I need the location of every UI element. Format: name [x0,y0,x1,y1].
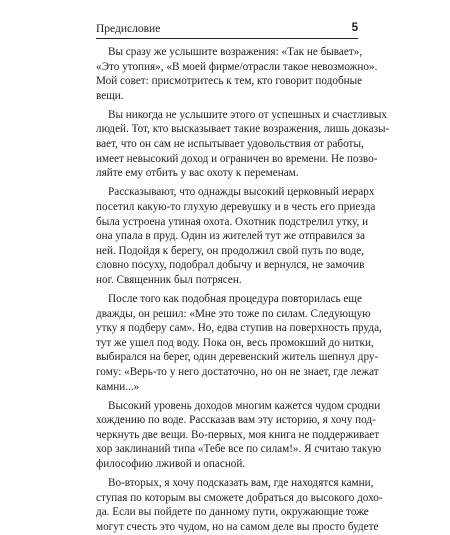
text-line: хождению по воде. Рассказав вам эту историю, я хочу под- [96,414,376,427]
text-line: посетил какую-то глухую деревушку и в честь его приезда [96,200,376,213]
paragraph [96,292,382,394]
text-line: гому: «Верь-то у него достаточно, но он не знает, где лежат [96,365,379,378]
page-number: 5 [351,22,358,34]
text-line: вещи. [96,89,124,102]
running-header [96,23,358,39]
text-line: Высокий уровень доходов многим кажется чудом сродни [108,399,381,412]
section-title: Предисловие [96,23,161,35]
text-line: ступая по которым вы сможете добраться до высокого дохо- [96,491,383,504]
text-line: могут счесть это чудом, но на самом деле вы просто будете [96,520,379,533]
text-line: да. Если вы пойдете по данному пути, окружающие тоже [96,506,369,519]
paragraph [96,108,390,181]
text-line: людей. Тот, кто высказывает такие возражения, лишь доказы- [96,123,390,136]
text-line: Вы никогда не услышите этого от успешных и счастливых [108,108,388,121]
paragraph [96,476,383,534]
paragraph [96,45,378,103]
text-line: вает, что он сам не испытывает удовольствия от работы, [96,138,364,151]
text-line: выбирался на берег, один деревенский житель шепнул дру- [96,351,379,364]
text-line: «Это утопия», «В моей фирме/отрасли такое невозможно». [96,60,378,73]
text-line: имеет невысокий доход и ограничен во времени. Не позво- [96,152,378,165]
text-line: тут же ушел под воду. Пока он, весь промокший до нитки, [96,336,374,349]
text-line: черкнуть две вещи. Во-первых, моя книга не поддерживает [96,428,380,441]
text-line: Мой совет: присмотритесь к тем, кто говорит подобные [96,75,363,88]
text-line: она упала в пруд. Один из жителей тут же отправился за [96,230,365,243]
text-line: ног. Священник был потрясен. [96,273,242,286]
text-line: ляйте ему отбить у вас охоту к переменам. [96,167,299,180]
text-line: дважды, он решил: «Мне это тоже по силам. Следующую [96,307,371,320]
text-line: хор заклинаний типа «Тебе все по силам!». Я считаю такую [96,443,382,456]
paragraph [96,185,376,287]
text-line: утку я подберу сам». Но, едва ступив на поверхность пруда, [96,322,382,335]
text-line: философию лживой и опасной. [96,458,246,471]
body-text [96,45,390,535]
text-line: была устроена утиная охота. Охотник подстрелил утку, и [96,215,369,228]
text-line: Рассказывают, что однажды высокий церковный иерарх [108,186,375,199]
text-line: камни...» [96,380,140,393]
text-line: ней. Подойдя к берегу, он продолжил свой путь по воде, [96,244,365,257]
text-line: Вы сразу же услышите возражения: «Так не бывает», [108,46,363,58]
text-line: словно посуху, подобрал добычу и вернулся, не замочив [96,259,365,272]
paragraph [96,399,382,472]
text-line: Во-вторых, я хочу подсказать вам, где находятся камни, [108,477,374,490]
header-rule [96,38,358,39]
text-line: После того как подобная процедура повторилась еще [108,293,362,305]
